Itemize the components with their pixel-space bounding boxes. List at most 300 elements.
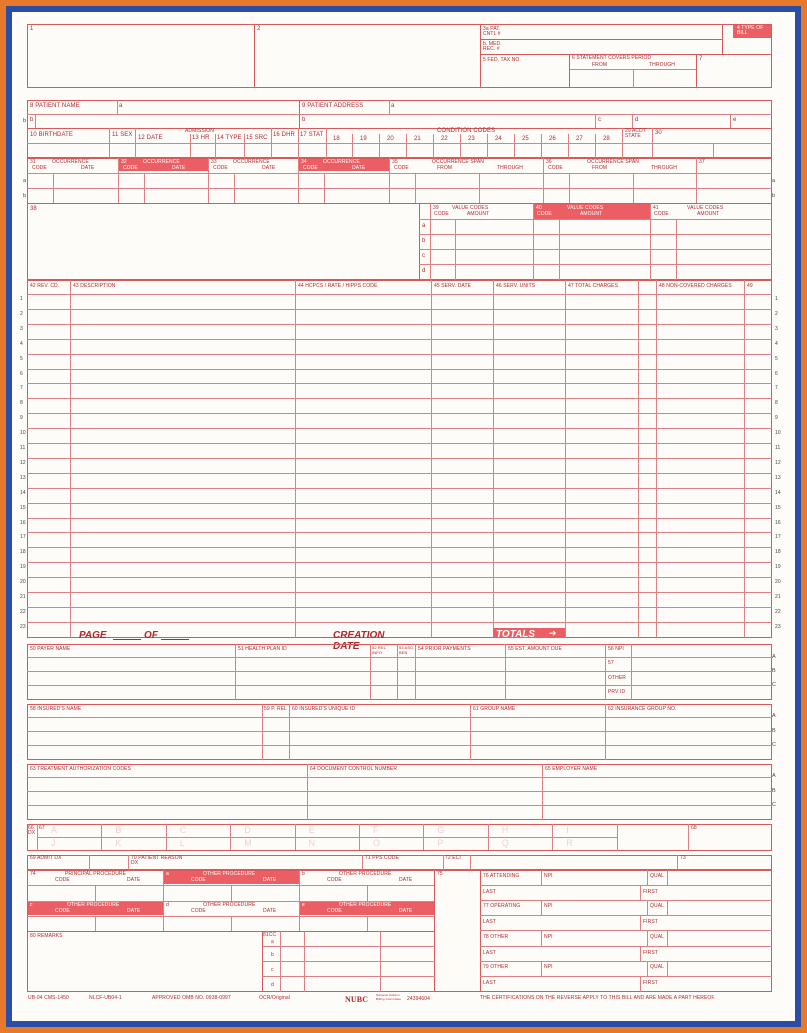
dx-cell-divider [230, 824, 231, 837]
label-38: 38 [30, 206, 37, 212]
service-line-number: 19 [20, 564, 26, 571]
label-67: 67 [39, 825, 45, 831]
service-line-rule [27, 518, 772, 519]
service-line-number: 4 [20, 340, 23, 347]
label-53: 53 ASG BEN [399, 645, 414, 655]
label-8: 8 PATIENT NAME [30, 103, 80, 109]
dx-letter: I [566, 825, 572, 835]
label-npi: NPI [544, 903, 553, 909]
letter-8b: b [30, 117, 34, 123]
box-7[interactable] [696, 54, 772, 88]
footer-form-id: UB-04 CMS-1450 [28, 995, 69, 1001]
label-45: 45 SERV. DATE [434, 283, 472, 289]
label-date: DATE [263, 908, 277, 914]
label-date: DATE [262, 165, 276, 171]
label-34: 34 [301, 159, 307, 165]
nubc-logo: NUBC [345, 995, 369, 1004]
physicians-76-79[interactable] [480, 870, 772, 992]
label-value-codes: VALUE CODES [452, 205, 489, 211]
label-code: CODE [394, 165, 409, 171]
label-other-procedure: OTHER PROCEDURE [339, 902, 392, 908]
label-code: CODE [327, 908, 342, 914]
letter-a: a [166, 871, 169, 877]
footer-omb: APPROVED OMB NO. 0938-0997 [152, 995, 231, 1001]
label-first: FIRST [643, 889, 658, 895]
label-15: 15 SRC [246, 135, 268, 141]
label-last: LAST [483, 950, 496, 956]
label-7: 7 [699, 56, 703, 62]
dx-letter: P [437, 838, 447, 848]
dx-letter: Q [501, 838, 512, 848]
service-line-number: 8 [20, 400, 23, 407]
label-qual: QUAL [650, 964, 665, 970]
letter-b: b [302, 871, 305, 877]
label-68: 68 [691, 825, 697, 831]
side-letter: C [772, 682, 776, 688]
label-57-other: OTHER [608, 675, 626, 681]
service-line-number: 18 [20, 549, 26, 556]
label-other-procedure: OTHER PROCEDURE [203, 902, 256, 908]
service-line-number: 1 [20, 296, 23, 302]
label-other-procedure: OTHER PROCEDURE [203, 871, 256, 877]
side-letter: A [772, 773, 776, 779]
service-line-rule [27, 473, 772, 474]
cond-num: 22 [441, 136, 448, 142]
label-code: CODE [55, 877, 70, 883]
label-78: 78 OTHER [483, 934, 509, 940]
service-line-number: 12 [20, 459, 26, 466]
label-npi: NPI [544, 934, 553, 940]
label-occ: OCCURRENCE [143, 159, 180, 165]
label-date: DATE [127, 908, 141, 914]
side-letter: a [772, 178, 776, 184]
service-line-number: 5 [20, 355, 23, 362]
service-line-number: 2 [20, 310, 23, 317]
label-first: FIRST [643, 919, 658, 925]
side-letter: b [23, 118, 27, 124]
label-value-codes: VALUE CODES [687, 205, 724, 211]
service-line-rule [27, 443, 772, 444]
service-line-number: 15 [20, 504, 26, 511]
label-6: 6 STATEMENT COVERS PERIOD [572, 55, 652, 61]
label-from: FROM [437, 165, 453, 171]
label-date: DATE [172, 165, 186, 171]
label-first: FIRST [643, 950, 658, 956]
service-line-number: 10 [775, 430, 781, 437]
label-amount: AMOUNT [580, 211, 603, 217]
label-80: 80 REMARKS [30, 933, 63, 939]
service-line-number: 16 [775, 519, 781, 526]
label-30: 30 [655, 130, 662, 136]
label-admission: ADMISSION [185, 128, 214, 134]
dx-cell-divider [101, 837, 102, 850]
service-line-rule [27, 324, 772, 325]
service-line-number: 12 [775, 459, 781, 466]
service-line-rule [27, 413, 772, 414]
label-2: 2 [257, 26, 261, 32]
page-label: PAGE [79, 630, 107, 641]
label-date: DATE [81, 165, 95, 171]
label-81cc: 81CC [263, 932, 277, 938]
label-60: 60 INSURED'S UNIQUE ID [292, 706, 356, 712]
label-code: CODE [123, 165, 138, 171]
letter-b: b [422, 238, 426, 244]
letter-e: e [302, 902, 305, 908]
service-line-number: 6 [775, 370, 778, 377]
label-date: DATE [399, 877, 413, 883]
service-line-number: 5 [775, 355, 778, 362]
label-date: DATE [263, 877, 277, 883]
side-letter: b [772, 193, 776, 199]
label-condition-codes: CONDITION CODES [437, 128, 496, 134]
service-line-number: 11 [775, 445, 781, 451]
dx-cell-divider [552, 824, 553, 837]
letter-b: b [271, 952, 274, 958]
cond-num: 25 [522, 136, 529, 142]
label-11: 11 SEX [112, 132, 133, 138]
footer-certification: THE CERTIFICATIONS ON THE REVERSE APPLY TO THIS BILL AND ARE MADE A PART HEREOF. [480, 995, 716, 1001]
dx-letter: F [373, 825, 382, 835]
label-1: 1 [30, 26, 34, 32]
side-letter: A [772, 713, 776, 719]
side-letter: C [772, 742, 776, 748]
letter-c: c [30, 902, 33, 908]
label-occ-span: OCCURRENCE SPAN [587, 159, 639, 165]
service-line-number: 14 [775, 489, 781, 496]
dx-cell-divider [552, 837, 553, 850]
label-code: CODE [32, 165, 47, 171]
service-line-number: 21 [775, 594, 781, 600]
service-line-rule [27, 309, 772, 310]
label-43: 43 DESCRIPTION [73, 283, 116, 289]
label-56: 56 NPI [608, 646, 624, 652]
box-38[interactable] [27, 203, 420, 280]
label-occ-span: OCCURRENCE SPAN [432, 159, 484, 165]
cond-num: 21 [414, 136, 421, 142]
label-qual: QUAL [650, 934, 665, 940]
label-qual: QUAL [650, 903, 665, 909]
dx-cell-divider [295, 824, 296, 837]
side-letter: B [772, 668, 776, 674]
side-letter: C [772, 802, 776, 808]
dx-letter: C [179, 825, 190, 835]
label-qual: QUAL [650, 873, 665, 879]
service-line-rule [27, 458, 772, 459]
label-64: 64 DOCUMENT CONTROL NUMBER [310, 766, 398, 772]
label-48: 48 NON-COVERED CHARGES [659, 283, 732, 289]
service-line-rule [27, 607, 772, 608]
label-65: 65 EMPLOYER NAME [545, 766, 598, 772]
dx-letter: H [501, 825, 512, 835]
side-letter: b [23, 193, 27, 199]
label-73: 73 [680, 855, 686, 861]
label-44: 44 HCPCS / RATE / HIPPS CODE [298, 283, 378, 289]
label-71: 71 PPS CODE [365, 855, 399, 861]
dx-cell-divider [230, 837, 231, 850]
service-line-rule [27, 577, 772, 578]
label-code: CODE [327, 877, 342, 883]
service-line-rule [27, 622, 772, 623]
cond-num: 20 [387, 136, 394, 142]
service-line-rule [27, 532, 772, 533]
label-14: 14 TYPE [217, 135, 242, 141]
label-5: 5 FED. TAX NO. [483, 57, 521, 63]
service-line-rule [27, 562, 772, 563]
service-line-number: 22 [20, 608, 26, 615]
label-57: 57 [608, 660, 614, 666]
label-occ: OCCURRENCE [233, 159, 270, 165]
cond-num: 23 [468, 136, 475, 142]
service-line-number: 13 [20, 474, 26, 481]
service-line-number: 9 [775, 415, 778, 422]
label-code: CODE [537, 211, 552, 217]
label-4: 4 TYPE OF BILL [737, 25, 764, 36]
cond-num: 27 [576, 136, 583, 142]
label-code: CODE [55, 908, 70, 914]
label-npi: NPI [544, 964, 553, 970]
label-3b: b. MED. REC. # [483, 41, 502, 52]
label-72: 72 ECI [445, 855, 461, 861]
cond-num: 26 [549, 136, 556, 142]
box-3a-pat-cntl[interactable] [480, 24, 723, 40]
label-57-prv-id: PRV ID [608, 689, 626, 695]
dx-cell-divider [423, 824, 424, 837]
service-line-number: 4 [775, 340, 778, 347]
letter-9c: c [598, 117, 602, 123]
label-41: 41 [653, 205, 659, 211]
label-40: 40 [536, 205, 542, 211]
label-42: 42 REV. CD. [30, 283, 60, 289]
label-from: FROM [592, 165, 608, 171]
label-77: 77 OPERATING [483, 903, 521, 909]
service-line-number: 11 [20, 445, 26, 451]
dx-cell-divider [488, 824, 489, 837]
insured-section[interactable] [27, 704, 772, 760]
dx-cell-divider [423, 837, 424, 850]
label-47: 47 TOTAL CHARGES [568, 283, 619, 289]
service-line-number: 20 [775, 579, 781, 586]
letter-9d: d [635, 117, 639, 123]
letter-9a: a [391, 103, 395, 109]
box-75[interactable] [434, 870, 481, 992]
footer-ocr: OCR/Original [259, 995, 290, 1001]
label-66: 66 DX [28, 825, 36, 836]
service-line-rule [27, 398, 772, 399]
label-33: 33 [211, 159, 217, 165]
label-value-codes: VALUE CODES [567, 205, 604, 211]
side-letter: B [772, 728, 776, 734]
service-line-rule [27, 547, 772, 548]
service-line-number: 6 [20, 370, 23, 377]
service-line-number: 8 [775, 400, 778, 407]
label-62: 62 INSURANCE GROUP NO. [608, 706, 677, 712]
service-line-number: 19 [775, 564, 781, 571]
service-line-number: 21 [20, 594, 26, 600]
label-amount: AMOUNT [697, 211, 720, 217]
label-code: CODE [303, 165, 318, 171]
totals-label: TOTALS [496, 629, 536, 640]
dx-letter: R [566, 838, 576, 848]
label-first: FIRST [643, 980, 658, 986]
label-6-from: FROM [592, 62, 608, 68]
label-59: 59 P. REL [264, 706, 288, 712]
label-other-procedure: OTHER PROCEDURE [67, 902, 120, 908]
label-date: DATE [127, 877, 141, 883]
dx-letter: D [244, 825, 254, 835]
label-49: 49 [747, 283, 753, 289]
authorization-section[interactable] [27, 764, 772, 820]
service-line-rule [27, 339, 772, 340]
label-occ: OCCURRENCE [323, 159, 360, 165]
box-80-remarks[interactable] [27, 931, 263, 992]
label-10: 10 BIRTHDATE [30, 132, 73, 138]
service-line-number: 23 [20, 623, 26, 630]
service-line-number: 17 [775, 534, 781, 541]
dx-letter: M [244, 838, 255, 848]
label-37: 37 [699, 159, 705, 165]
creation-date-label: CREATION DATE [333, 630, 385, 652]
label-79: 79 OTHER [483, 964, 509, 970]
label-amount: AMOUNT [467, 211, 490, 217]
label-29: 29 ACDT STATE [625, 128, 646, 139]
dx-letter: L [179, 838, 188, 848]
label-50: 50 PAYER NAME [30, 646, 71, 652]
dx-cell-divider [101, 824, 102, 837]
label-9: 9 PATIENT ADDRESS [302, 103, 364, 109]
letter-c: c [271, 967, 274, 973]
dx-cell-divider [166, 824, 167, 837]
side-letter: B [772, 788, 776, 794]
label-16: 16 DHR [273, 132, 295, 138]
service-line-number: 1 [775, 296, 778, 302]
service-line-number: 9 [20, 415, 23, 422]
dx-cell-divider [359, 837, 360, 850]
service-line-number: 17 [20, 534, 26, 541]
label-75: 75 [437, 871, 443, 877]
box-3b-med-rec[interactable] [480, 39, 723, 55]
label-last: LAST [483, 980, 496, 986]
side-letter: A [772, 654, 776, 660]
service-line-number: 23 [775, 623, 781, 630]
service-line-number: 16 [20, 519, 26, 526]
label-code: CODE [213, 165, 228, 171]
label-code: CODE [191, 877, 206, 883]
service-line-number: 13 [775, 474, 781, 481]
label-76: 76 ATTENDING [483, 873, 520, 879]
letter-a: a [271, 939, 274, 945]
label-58: 58 INSURED'S NAME [30, 706, 82, 712]
letter-9b: b [302, 117, 306, 123]
label-principal-procedure: PRINCIPAL PROCEDURE [65, 871, 127, 877]
dx-letter: A [51, 825, 61, 835]
label-74: 74 [30, 871, 36, 877]
box-2-pay-to[interactable] [254, 24, 481, 88]
service-line-number: 15 [775, 504, 781, 511]
service-line-number: 10 [20, 430, 26, 437]
label-other-procedure: OTHER PROCEDURE [339, 871, 392, 877]
service-line-rule [27, 488, 772, 489]
label-55: 55 EST. AMOUNT DUE [508, 646, 562, 652]
label-61: 61 GROUP NAME [473, 706, 516, 712]
service-line-number: 7 [775, 385, 778, 392]
label-17: 17 STAT [300, 132, 324, 138]
label-70: 70 PATIENT REASON DX [131, 855, 183, 866]
label-6-through: THROUGH [649, 62, 675, 68]
label-31: 31 [30, 159, 36, 165]
label-code: CODE [434, 211, 449, 217]
service-line-number: 3 [20, 325, 23, 332]
letter-d: d [271, 982, 274, 988]
box-1-provider[interactable] [27, 24, 255, 88]
dx-letter: O [373, 838, 384, 848]
service-lines-table[interactable] [27, 280, 772, 638]
service-line-number: 22 [775, 608, 781, 615]
nubc-subtitle: National Uniform Billing Committee [376, 993, 402, 1001]
service-line-number: 20 [20, 579, 26, 586]
dx-letter: B [115, 825, 125, 835]
service-line-rule [27, 428, 772, 429]
label-36: 36 [546, 159, 552, 165]
dx-cell-divider [295, 837, 296, 850]
letter-8a: a [119, 103, 123, 109]
label-32: 32 [121, 159, 127, 165]
footer-serial: 24394604 [407, 996, 431, 1002]
label-54: 54 PRIOR PAYMENTS [418, 646, 471, 652]
service-line-rule [27, 592, 772, 593]
dx-letter: E [308, 825, 318, 835]
dx-letter: G [437, 825, 448, 835]
service-line-rule [27, 354, 772, 355]
side-letter: a [23, 178, 27, 184]
label-last: LAST [483, 919, 496, 925]
letter-d: d [422, 268, 426, 274]
dx-cell-divider [359, 824, 360, 837]
label-35: 35 [392, 159, 398, 165]
label-39: 39 [433, 205, 439, 211]
dx-cell-divider [166, 837, 167, 850]
dx-letter: K [115, 838, 125, 848]
service-line-number: 18 [775, 549, 781, 556]
letter-a: a [422, 223, 426, 229]
dx-letter: N [308, 838, 319, 848]
dx-cell-divider [488, 837, 489, 850]
of-label: OF [144, 630, 158, 641]
service-line-rule [27, 369, 772, 370]
label-51: 51 HEALTH PLAN ID [238, 646, 287, 652]
cond-num: 19 [360, 136, 367, 142]
letter-9e: e [733, 117, 737, 123]
label-63: 63 TREATMENT AUTHORIZATION CODES [30, 766, 131, 772]
label-date: DATE [399, 908, 413, 914]
label-code: CODE [654, 211, 669, 217]
label-3a: 3a PAT. CNTL # [483, 26, 501, 37]
service-line-rule [27, 503, 772, 504]
label-code: CODE [191, 908, 206, 914]
letter-d: d [166, 902, 169, 908]
cond-num: 24 [495, 136, 502, 142]
cond-num: 28 [603, 136, 610, 142]
dx-letter: J [51, 838, 59, 848]
cond-num: 18 [333, 136, 340, 142]
label-npi: NPI [544, 873, 553, 879]
label-through: THROUGH [497, 165, 523, 171]
letter-c: c [422, 253, 426, 259]
service-line-number: 7 [20, 385, 23, 392]
label-69: 69 ADMIT DX [30, 855, 62, 861]
ub04-claim-form [12, 12, 795, 1021]
label-occ: OCCURRENCE [52, 159, 89, 165]
label-date: DATE [352, 165, 366, 171]
